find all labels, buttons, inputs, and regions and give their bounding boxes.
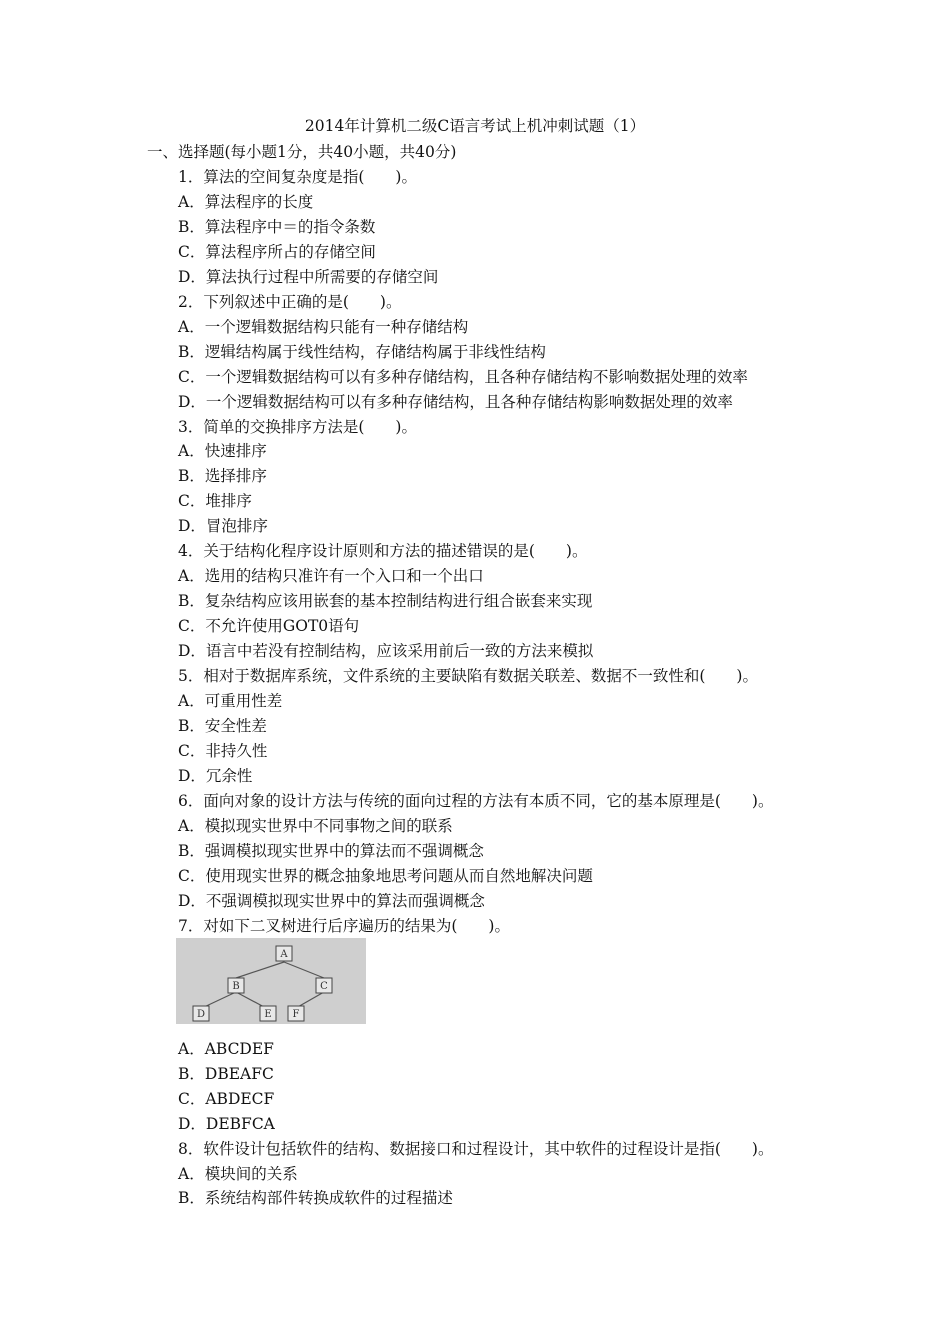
question-text-line: D．算法执行过程中所需要的存储空间 [178, 267, 439, 286]
svg-text:B: B [232, 981, 240, 992]
question-text-line: B．算法程序中＝的指令条数 [178, 217, 376, 236]
question-text-line: 7．对如下二叉树进行后序遍历的结果为( )。 [178, 916, 510, 935]
svg-text:F: F [292, 1009, 300, 1020]
question-text-line: 4．关于结构化程序设计原则和方法的描述错误的是( )。 [178, 542, 588, 561]
question-text-line: D．语言中若没有控制结构，应该采用前后一致的方法来模拟 [178, 642, 594, 661]
question-text-line: 1．算法的空间复杂度是指( )。 [178, 168, 417, 186]
edge-a-c [284, 962, 324, 978]
tree-node-f [288, 1006, 304, 1021]
question-text-line: 2．下列叙述中正确的是( )。 [178, 292, 402, 311]
question-text-line: A．模块间的关系 [178, 1164, 298, 1183]
svg-text:E: E [264, 1009, 272, 1020]
question-text-line: D．不强调模拟现实世界中的算法而强调概念 [178, 891, 485, 910]
question-text-line: B．逻辑结构属于线性结构，存储结构属于非线性结构 [178, 342, 546, 361]
section-heading: 一、选择题(每小题1分，共40小题，共40分) [147, 143, 457, 161]
question-text-line: C．不允许使用GOT0语句 [178, 617, 360, 636]
question-text-line: D．冒泡排序 [178, 517, 268, 536]
question-text-line: A．ABCDEF [178, 1040, 274, 1058]
question-text-line: A．可重用性差 [178, 691, 283, 710]
question-text-line: 3．简单的交换排序方法是( )。 [178, 417, 417, 436]
question-text-line: D．一个逻辑数据结构可以有多种存储结构，且各种存储结构影响数据处理的效率 [178, 392, 733, 411]
question-text-line: 6．面向对象的设计方法与传统的面向过程的方法有本质不同，它的基本原理是( )。 [178, 791, 774, 810]
question-text-line: A．一个逻辑数据结构只能有一种存储结构 [178, 317, 469, 336]
svg-text:D: D [196, 1009, 206, 1020]
question-text-line: A．算法程序的长度 [178, 192, 314, 211]
binary-tree-figure [176, 938, 366, 1024]
edge-a-b [236, 962, 284, 978]
tree-node-e [260, 1006, 276, 1021]
svg-text:C: C [320, 981, 328, 992]
question-text-line: C．使用现实世界的概念抽象地思考问题从而自然地解决问题 [178, 866, 593, 885]
document-title: 2014年计算机二级C语言考试上机冲刺试题（1） [304, 117, 646, 135]
question-text-line: A．模拟现实世界中不同事物之间的联系 [178, 816, 453, 835]
question-text-line: A．快速排序 [178, 442, 267, 461]
question-text-line: D．DEBFCA [178, 1114, 275, 1133]
tree-node-b [228, 978, 244, 993]
question-text-line: A．选用的结构只准许有一个入口和一个出口 [178, 567, 484, 586]
question-text-line: B．系统结构部件转换成软件的过程描述 [178, 1189, 453, 1208]
tree-node-a [276, 946, 292, 961]
tree-node-d [193, 1006, 209, 1021]
question-text-line: B．DBEAFC [178, 1064, 274, 1083]
question-text-line: C．堆排序 [178, 492, 252, 511]
question-text-line: C．非持久性 [178, 741, 268, 760]
question-text-line: C．算法程序所占的存储空间 [178, 242, 376, 261]
tree-node-c [316, 978, 332, 993]
question-text-line: 5．相对于数据库系统，文件系统的主要缺陷有数据关联差、数据不一致性和( )。 [178, 667, 758, 685]
tree-edges [202, 962, 324, 1008]
question-text-line: B．选择排序 [178, 467, 267, 486]
binary-tree-diagram [176, 938, 366, 1024]
question-text-line: B．强调模拟现实世界中的算法而不强调概念 [178, 841, 484, 860]
question-text-line: B．安全性差 [178, 716, 267, 735]
question-text-line: 8．软件设计包括软件的结构、数据接口和过程设计，其中软件的过程设计是指( )。 [178, 1139, 774, 1158]
question-text-line: C．ABDECF [178, 1089, 275, 1108]
question-text-line: C．一个逻辑数据结构可以有多种存储结构，且各种存储结构不影响数据处理的效率 [178, 367, 748, 386]
question-text-line: D．冗余性 [178, 766, 253, 785]
svg-text:A: A [280, 949, 288, 960]
question-text-line: B．复杂结构应该用嵌套的基本控制结构进行组合嵌套来实现 [178, 592, 593, 611]
